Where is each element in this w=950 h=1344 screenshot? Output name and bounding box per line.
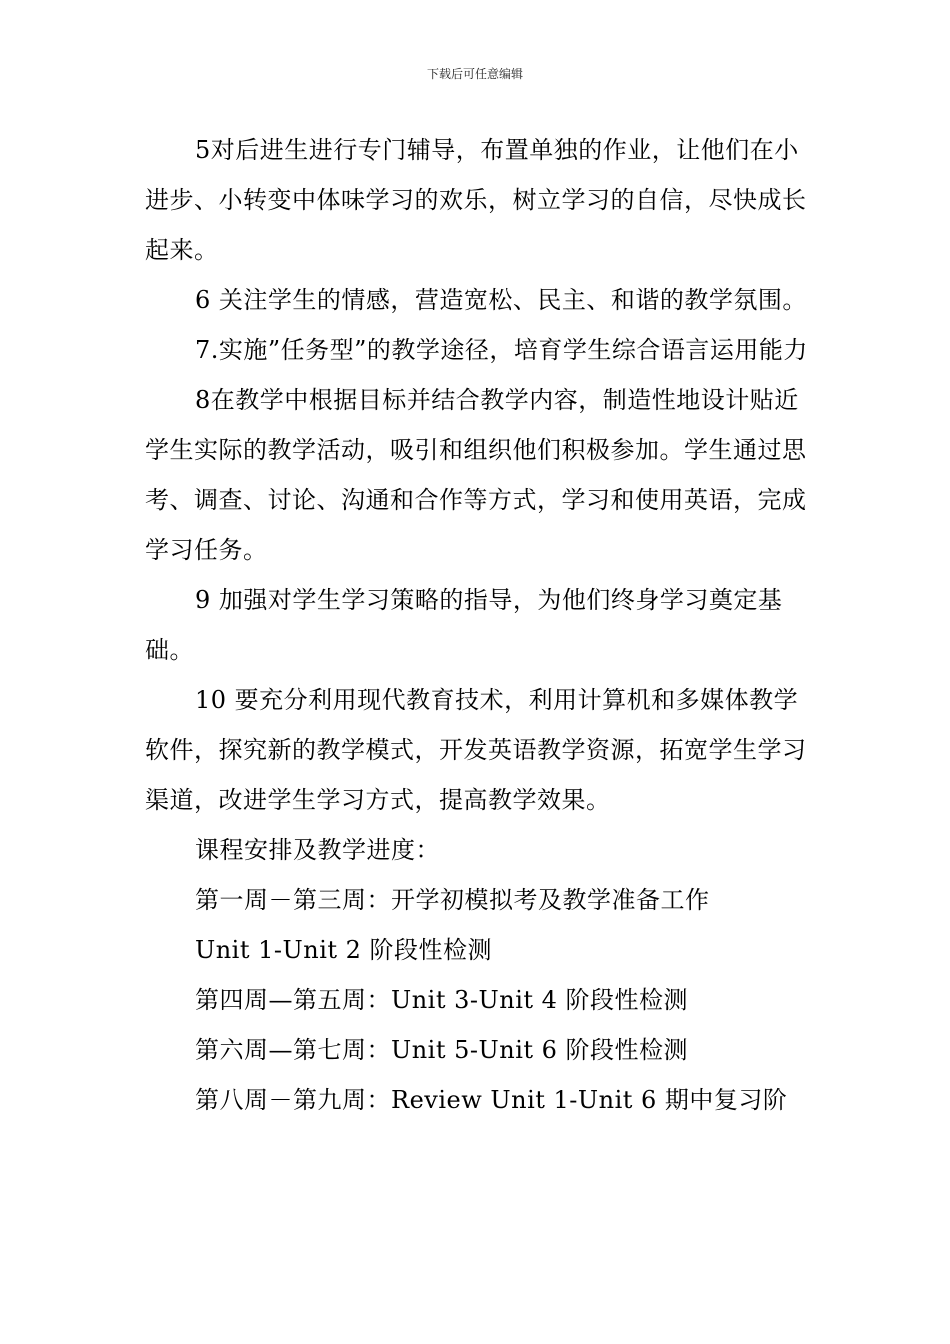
schedule-week-6-7: 第六周—第七周：Unit 5-Unit 6 阶段性检测 bbox=[195, 1036, 689, 1064]
schedule-unit-1-2: Unit 1-Unit 2 阶段性检测 bbox=[195, 936, 493, 964]
paragraph-technology: 10 要充分利用现代教育技术，利用计算机和多媒体教学软件，探究新的教学模式，开发英语教学资源，拓宽学生学习渠道，改进学生学习方式，提高教学效果。 bbox=[145, 686, 807, 814]
schedule-week-4-5: 第四周—第五周：Unit 3-Unit 4 阶段性检测 bbox=[195, 986, 689, 1014]
page-header: 下载后可任意编辑 bbox=[426, 67, 523, 81]
paragraph-tutoring: 5对后进生进行专门辅导，布置单独的作业，让他们在小进步、小转变中体味学习的欢乐，树立学习的自信，尽快成长起来。 bbox=[145, 136, 807, 264]
document-body bbox=[145, 125, 810, 1125]
schedule-week-1-3: 第一周－第三周：开学初模拟考及教学准备工作 bbox=[195, 886, 710, 914]
paragraph-strategy: 9 加强对学生学习策略的指导，为他们终身学习奠定基础。 bbox=[145, 586, 783, 664]
paragraph-task-based: 7.实施”任务型”的教学途径，培育学生综合语言运用能力 bbox=[195, 336, 808, 364]
paragraph-activities: 8在教学中根据目标并结合教学内容，制造性地设计贴近学生实际的教学活动，吸引和组织他们积极参加。学生通过思考、调查、讨论、沟通和合作等方式，学习和使用英语，完成学习任务。 bbox=[145, 386, 807, 564]
schedule-heading: 课程安排及教学进度： bbox=[195, 836, 440, 864]
paragraph-emotion: 6 关注学生的情感，营造宽松、民主、和谐的教学氛围。 bbox=[195, 286, 807, 314]
schedule-week-8-9: 第八周－第九周：Review Unit 1-Unit 6 期中复习阶 bbox=[195, 1086, 788, 1114]
